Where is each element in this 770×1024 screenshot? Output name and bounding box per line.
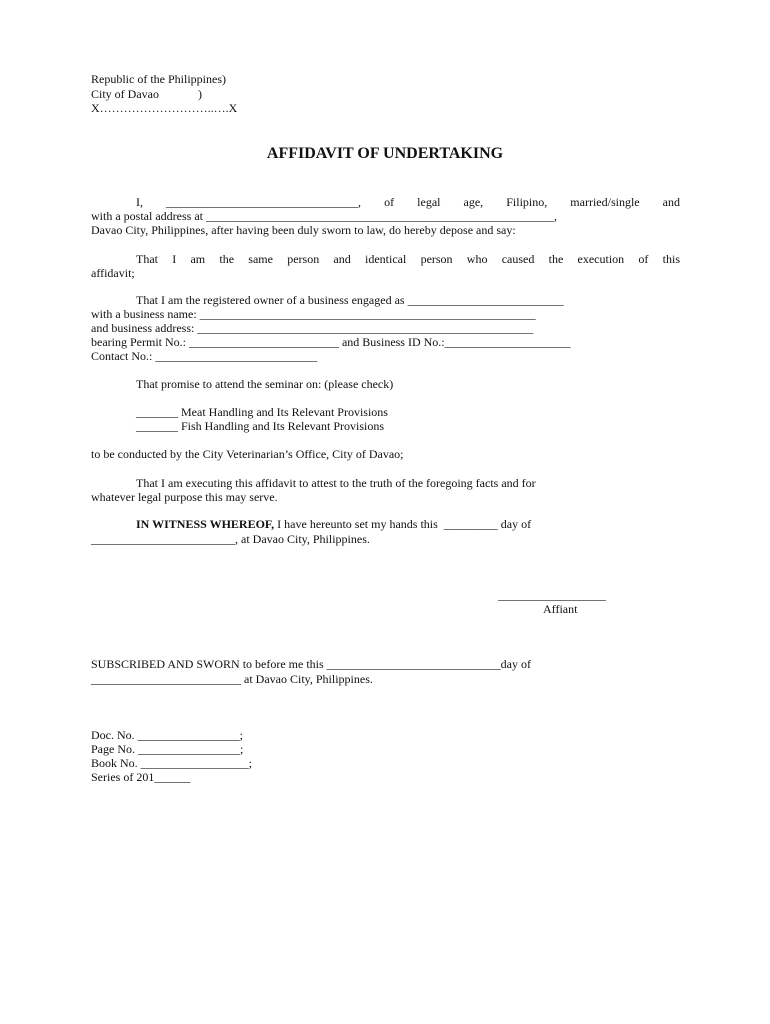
witness-line-1 xyxy=(136,517,531,531)
affiant-label: Affiant xyxy=(543,602,578,616)
seminar-option-fish: _______ Fish Handling and Its Relevant Provisions xyxy=(136,419,384,433)
witness-rest: I have hereunto set my hands this _________ day of xyxy=(274,517,532,531)
intro-line-2: with a postal address at __________________________________________________________, xyxy=(91,209,557,223)
document-title: AFFIDAVIT OF UNDERTAKING xyxy=(266,145,504,162)
executing-line-2: whatever legal purpose this may serve. xyxy=(91,490,278,504)
seminar-line-2: to be conducted by the City Veterinarian’s Office, City of Davao; xyxy=(91,447,404,461)
subscribed-line-2: _________________________ at Davao City, Philippines. xyxy=(91,672,373,686)
notary-series: Series of 201______ xyxy=(91,770,191,784)
witness-bold-lead: IN WITNESS WHEREOF, xyxy=(136,517,275,531)
notary-book-no: Book No. __________________; xyxy=(91,756,253,770)
notary-doc-no: Doc. No. _________________; xyxy=(91,728,243,742)
identity-line-2: affidavit; xyxy=(91,266,135,280)
affiant-signature-line: __________________ xyxy=(498,588,606,602)
header-republic: Republic of the Philippines) xyxy=(91,72,226,86)
executing-line-1: That I am executing this affidavit to attest to the truth of the foregoing facts and for xyxy=(136,476,536,490)
business-line-2: with a business name: ________________________________________________________ xyxy=(91,307,536,321)
subscribed-line-1: SUBSCRIBED AND SWORN to before me this _____________________________day of xyxy=(91,657,531,671)
seminar-option-meat: _______ Meat Handling and Its Relevant Provisions xyxy=(136,405,388,419)
header-divider: X………………………..….X xyxy=(91,101,238,115)
witness-line-2: ________________________, at Davao City, Philippines. xyxy=(91,532,370,546)
notary-page-no: Page No. _________________; xyxy=(91,742,244,756)
intro-line-1: I, ________________________________, of legal age, Filipino, married/single and xyxy=(136,195,680,209)
intro-line-3: Davao City, Philippines, after having been duly sworn to law, do hereby depose and say: xyxy=(91,223,516,237)
business-line-5: Contact No.: ___________________________ xyxy=(91,349,318,363)
identity-line-1: That I am the same person and identical person who caused the execution of this xyxy=(136,252,680,266)
business-line-3: and business address: ________________________________________________________ xyxy=(91,321,534,335)
seminar-line-1: That promise to attend the seminar on: (please check) xyxy=(136,377,394,391)
business-line-1: That I am the registered owner of a business engaged as __________________________ xyxy=(136,293,564,307)
header-city: City of Davao ) xyxy=(91,87,202,101)
business-line-4: bearing Permit No.: _________________________ and Business ID No.:_____________________ xyxy=(91,335,571,349)
